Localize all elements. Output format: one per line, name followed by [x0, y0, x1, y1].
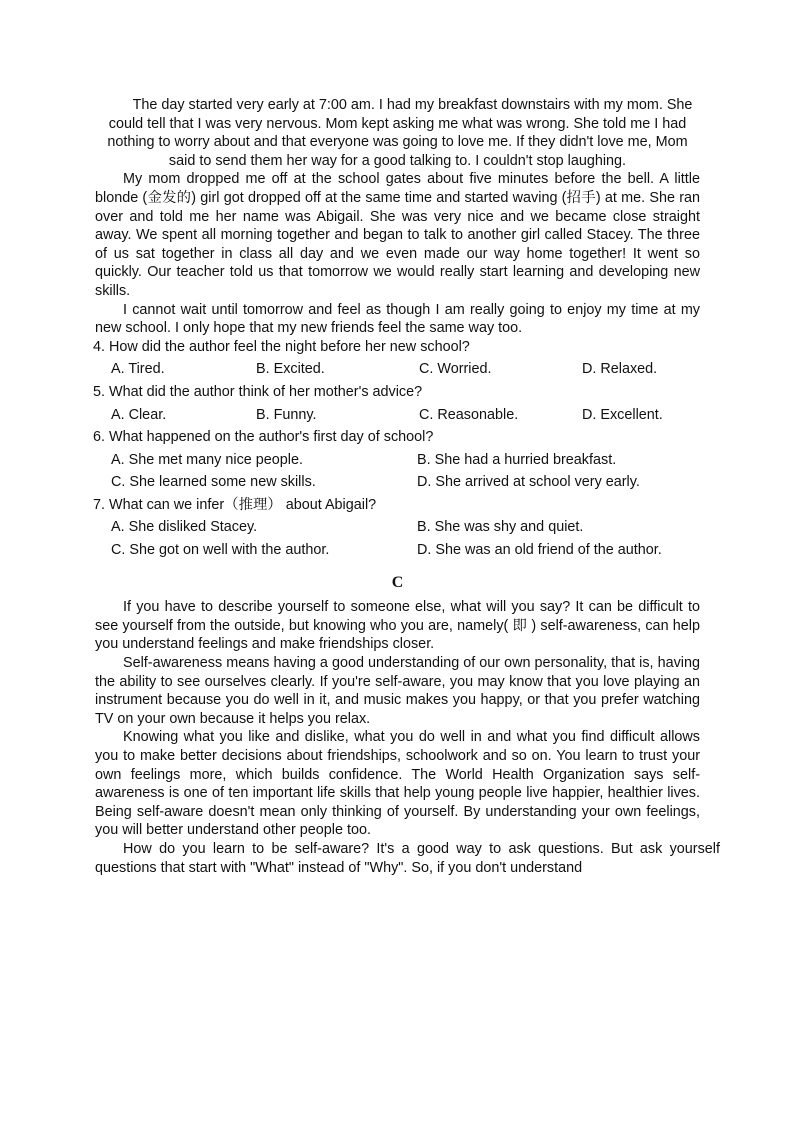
section-c-paragraph-4: How do you learn to be self-aware? It's a good way to ask questions. But ask yourself questions that start with "What" instead of "Why". So, if you don't understand [95, 840, 720, 876]
option-d: D. Excellent. [582, 406, 663, 423]
section-c-paragraph-2: Self-awareness means having a good understanding of our own personality, that is, having the ability to see ourselves clearly. If you're self-aware, you may know that you love playing an instrument because you do well in it, and music makes you happy, or that you prefer watching TV on your own because it helps you relax. [95, 655, 700, 727]
options-grid [93, 518, 700, 559]
option-a: A. Clear. [111, 406, 167, 423]
question-stem: 7. What can we infer（推理） about Abigail? [93, 496, 377, 513]
option-c: C. She learned some new skills. [111, 474, 316, 491]
section-c-paragraph-3: Knowing what you like and dislike, what you do well in and what you find difficult allows you to make better decisions about friendships, schoolwork and so on. You learn to trust your own feelings more, which builds confidence. The World Health Organization says self-awareness is one of ten important life skills that help young people live happier, healthier lives. Being self-aware doesn't mean only thinking of yourself. By understanding your own feelings, you will better understand other people too. [95, 729, 700, 839]
question-6 [93, 428, 700, 492]
option-b: B. She was shy and quiet. [417, 519, 584, 536]
question-stem: 4. How did the author feel the night before her new school? [93, 338, 470, 355]
options-row [93, 406, 700, 425]
options-row [93, 360, 700, 379]
option-d: D. She arrived at school very early. [417, 474, 640, 491]
question-5 [93, 383, 700, 424]
passage-b-paragraph-3: I cannot wait until tomorrow and feel as though I am really going to enjoy my time at my new school. I only hope that my new friends feel the same way too. [95, 301, 700, 337]
question-stem: 5. What did the author think of her mother's advice? [93, 383, 423, 400]
option-a: A. She met many nice people. [111, 451, 303, 468]
section-c-heading: C [391, 573, 404, 591]
question-4 [93, 338, 700, 379]
option-a: A. Tired. [111, 361, 165, 378]
passage-b-paragraph-2: My mom dropped me off at the school gates about five minutes before the bell. A little blonde (金发的) girl got dropped off at the same time and started waving (招手) at me. She ran over and told me her name was Abigail. She was very nice and we became close straight away. We spent all morning together and began to talk to another girl called Stacey. The three of us sat together in class all day and we even made our way home together! It went so quickly. Our teacher told us that tomorrow we would really start learning and developing new skills. [95, 171, 700, 299]
question-7 [93, 496, 700, 560]
option-d: D. Relaxed. [582, 361, 658, 378]
option-b: B. Funny. [256, 406, 317, 423]
option-b: B. Excited. [256, 361, 325, 378]
option-c: C. Worried. [419, 361, 492, 378]
question-stem: 6. What happened on the author's first day of school? [93, 429, 434, 446]
option-d: D. She was an old friend of the author. [417, 542, 662, 559]
section-c-paragraph-1: If you have to describe yourself to someone else, what will you say? It can be difficult to see yourself from the outside, but knowing who you are, namely( 即 ) self-awareness, can help you understand feelings and make friendships closer. [95, 599, 700, 653]
option-a: A. She disliked Stacey. [111, 519, 258, 536]
option-b: B. She had a hurried breakfast. [417, 451, 617, 468]
passage-b-paragraph-1: The day started very early at 7:00 am. I had my breakfast downstairs with my mom. She could tell that I was very nervous. Mom kept asking me what was wrong. She told me I had nothing to worry about and that everyone was going to love me. If they didn't love me, Mom said to send them her way for a good talking to. I couldn't stop laughing. [107, 97, 693, 169]
document-page [93, 96, 720, 877]
option-c: C. She got on well with the author. [111, 542, 330, 559]
options-grid [93, 451, 700, 492]
option-c: C. Reasonable. [419, 406, 519, 423]
